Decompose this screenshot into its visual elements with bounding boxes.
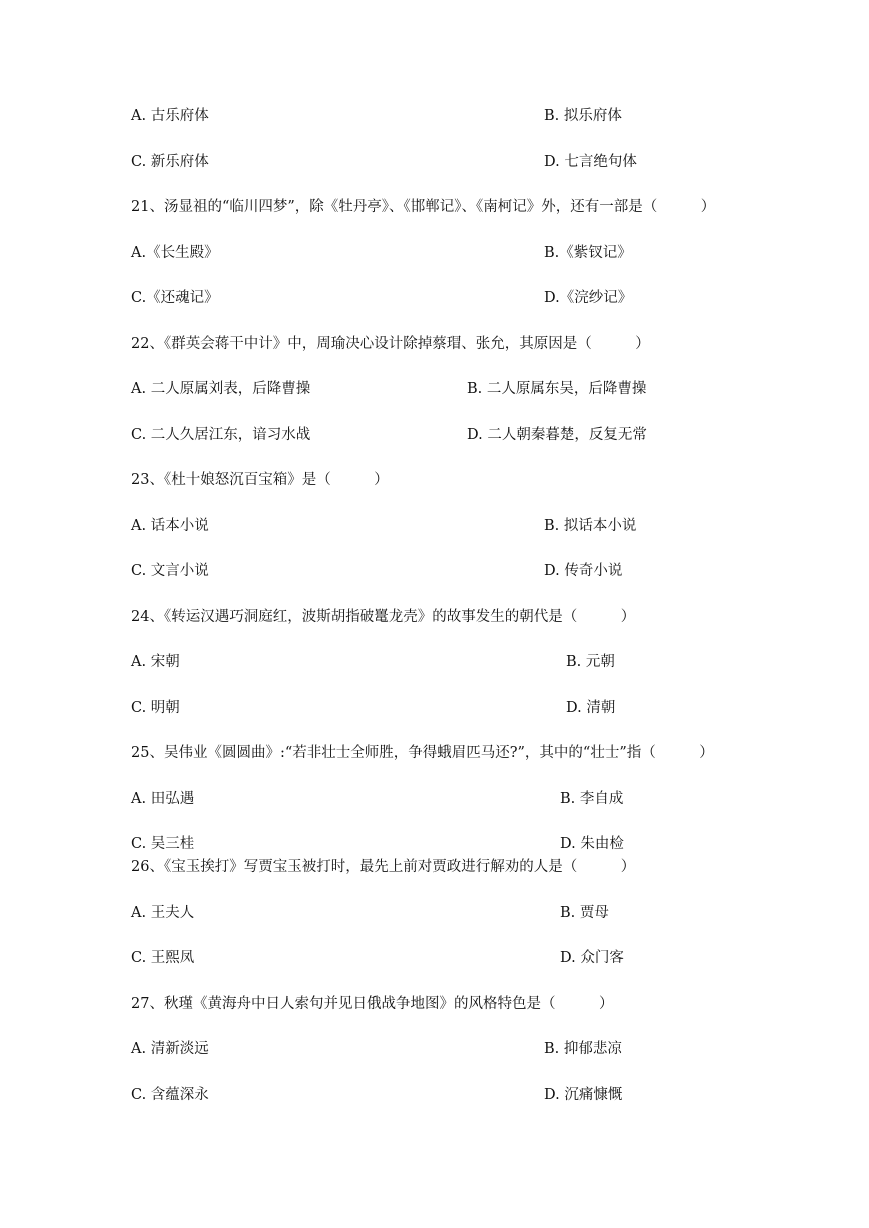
question-22-stem: 22、《群英会蒋干中计》中，周瑜决心设计除掉蔡瑁、张允，其原因是（ ）: [131, 336, 650, 352]
question-21-stem: 21、汤显祖的“临川四梦”，除《牡丹亭》、《邯郸记》、《南柯记》外，还有一部是（ ）: [131, 199, 716, 215]
question-22-option-c: C. 二人久居江东，谙习水战: [131, 427, 311, 443]
question-21-option-c: C.《还魂记》: [131, 290, 219, 306]
question-23-option-a: A. 话本小说: [131, 518, 209, 534]
question-25-option-a: A. 田弘遇: [131, 791, 195, 807]
question-27-option-b: B. 抑郁悲凉: [544, 1041, 622, 1057]
question-22-option-a: A. 二人原属刘表，后降曹操: [131, 381, 311, 397]
question-23-option-c: C. 文言小说: [131, 563, 209, 579]
question-24-option-c: C. 明朝: [131, 700, 180, 716]
question-27-option-c: C. 含蕴深永: [131, 1087, 209, 1103]
question-26-option-a: A. 王夫人: [131, 905, 195, 921]
question-26-option-d: D. 众门客: [560, 950, 624, 966]
question-25-option-d: D. 朱由检: [560, 836, 624, 852]
question-21-option-b: B.《紫钗记》: [544, 245, 632, 261]
question-27-option-a: A. 清新淡远: [131, 1041, 209, 1057]
q20-option-c: C. 新乐府体: [131, 154, 209, 170]
question-27-stem: 27、秋瑾《黄海舟中日人索句并见日俄战争地图》的风格特色是（ ）: [131, 996, 614, 1012]
question-24-stem: 24、《转运汉遇巧洞庭红，波斯胡指破鼍龙壳》的故事发生的朝代是（ ）: [131, 609, 636, 625]
question-21-option-d: D.《浣纱记》: [544, 290, 633, 306]
question-24-option-d: D. 清朝: [566, 700, 616, 716]
q20-option-b: B. 拟乐府体: [544, 108, 622, 124]
question-25-option-b: B. 李自成: [560, 791, 624, 807]
question-23-option-d: D. 传奇小说: [544, 563, 623, 579]
q20-option-a: A. 古乐府体: [131, 108, 209, 124]
question-26-option-c: C. 王熙凤: [131, 950, 195, 966]
question-24-option-b: B. 元朝: [566, 654, 615, 670]
question-25-option-c: C. 吴三桂: [131, 836, 195, 852]
q20-option-d: D. 七言绝句体: [544, 154, 637, 170]
question-26-option-b: B. 贾母: [560, 905, 609, 921]
question-23-stem: 23、《杜十娘怒沉百宝箱》是（ ）: [131, 472, 389, 488]
question-21-option-a: A.《长生殿》: [131, 245, 219, 261]
question-22-option-b: B. 二人原属东吴，后降曹操: [467, 381, 647, 397]
question-26-stem: 26、《宝玉挨打》写贾宝玉被打时，最先上前对贾政进行解劝的人是（ ）: [131, 859, 636, 875]
question-27-option-d: D. 沉痛慷慨: [544, 1087, 623, 1103]
question-25-stem: 25、吴伟业《圆圆曲》:“若非壮士全师胜，争得蛾眉匹马还?”，其中的“壮士”指（ ）: [131, 745, 714, 761]
question-24-option-a: A. 宋朝: [131, 654, 180, 670]
question-22-option-d: D. 二人朝秦暮楚，反复无常: [467, 427, 647, 443]
question-23-option-b: B. 拟话本小说: [544, 518, 637, 534]
